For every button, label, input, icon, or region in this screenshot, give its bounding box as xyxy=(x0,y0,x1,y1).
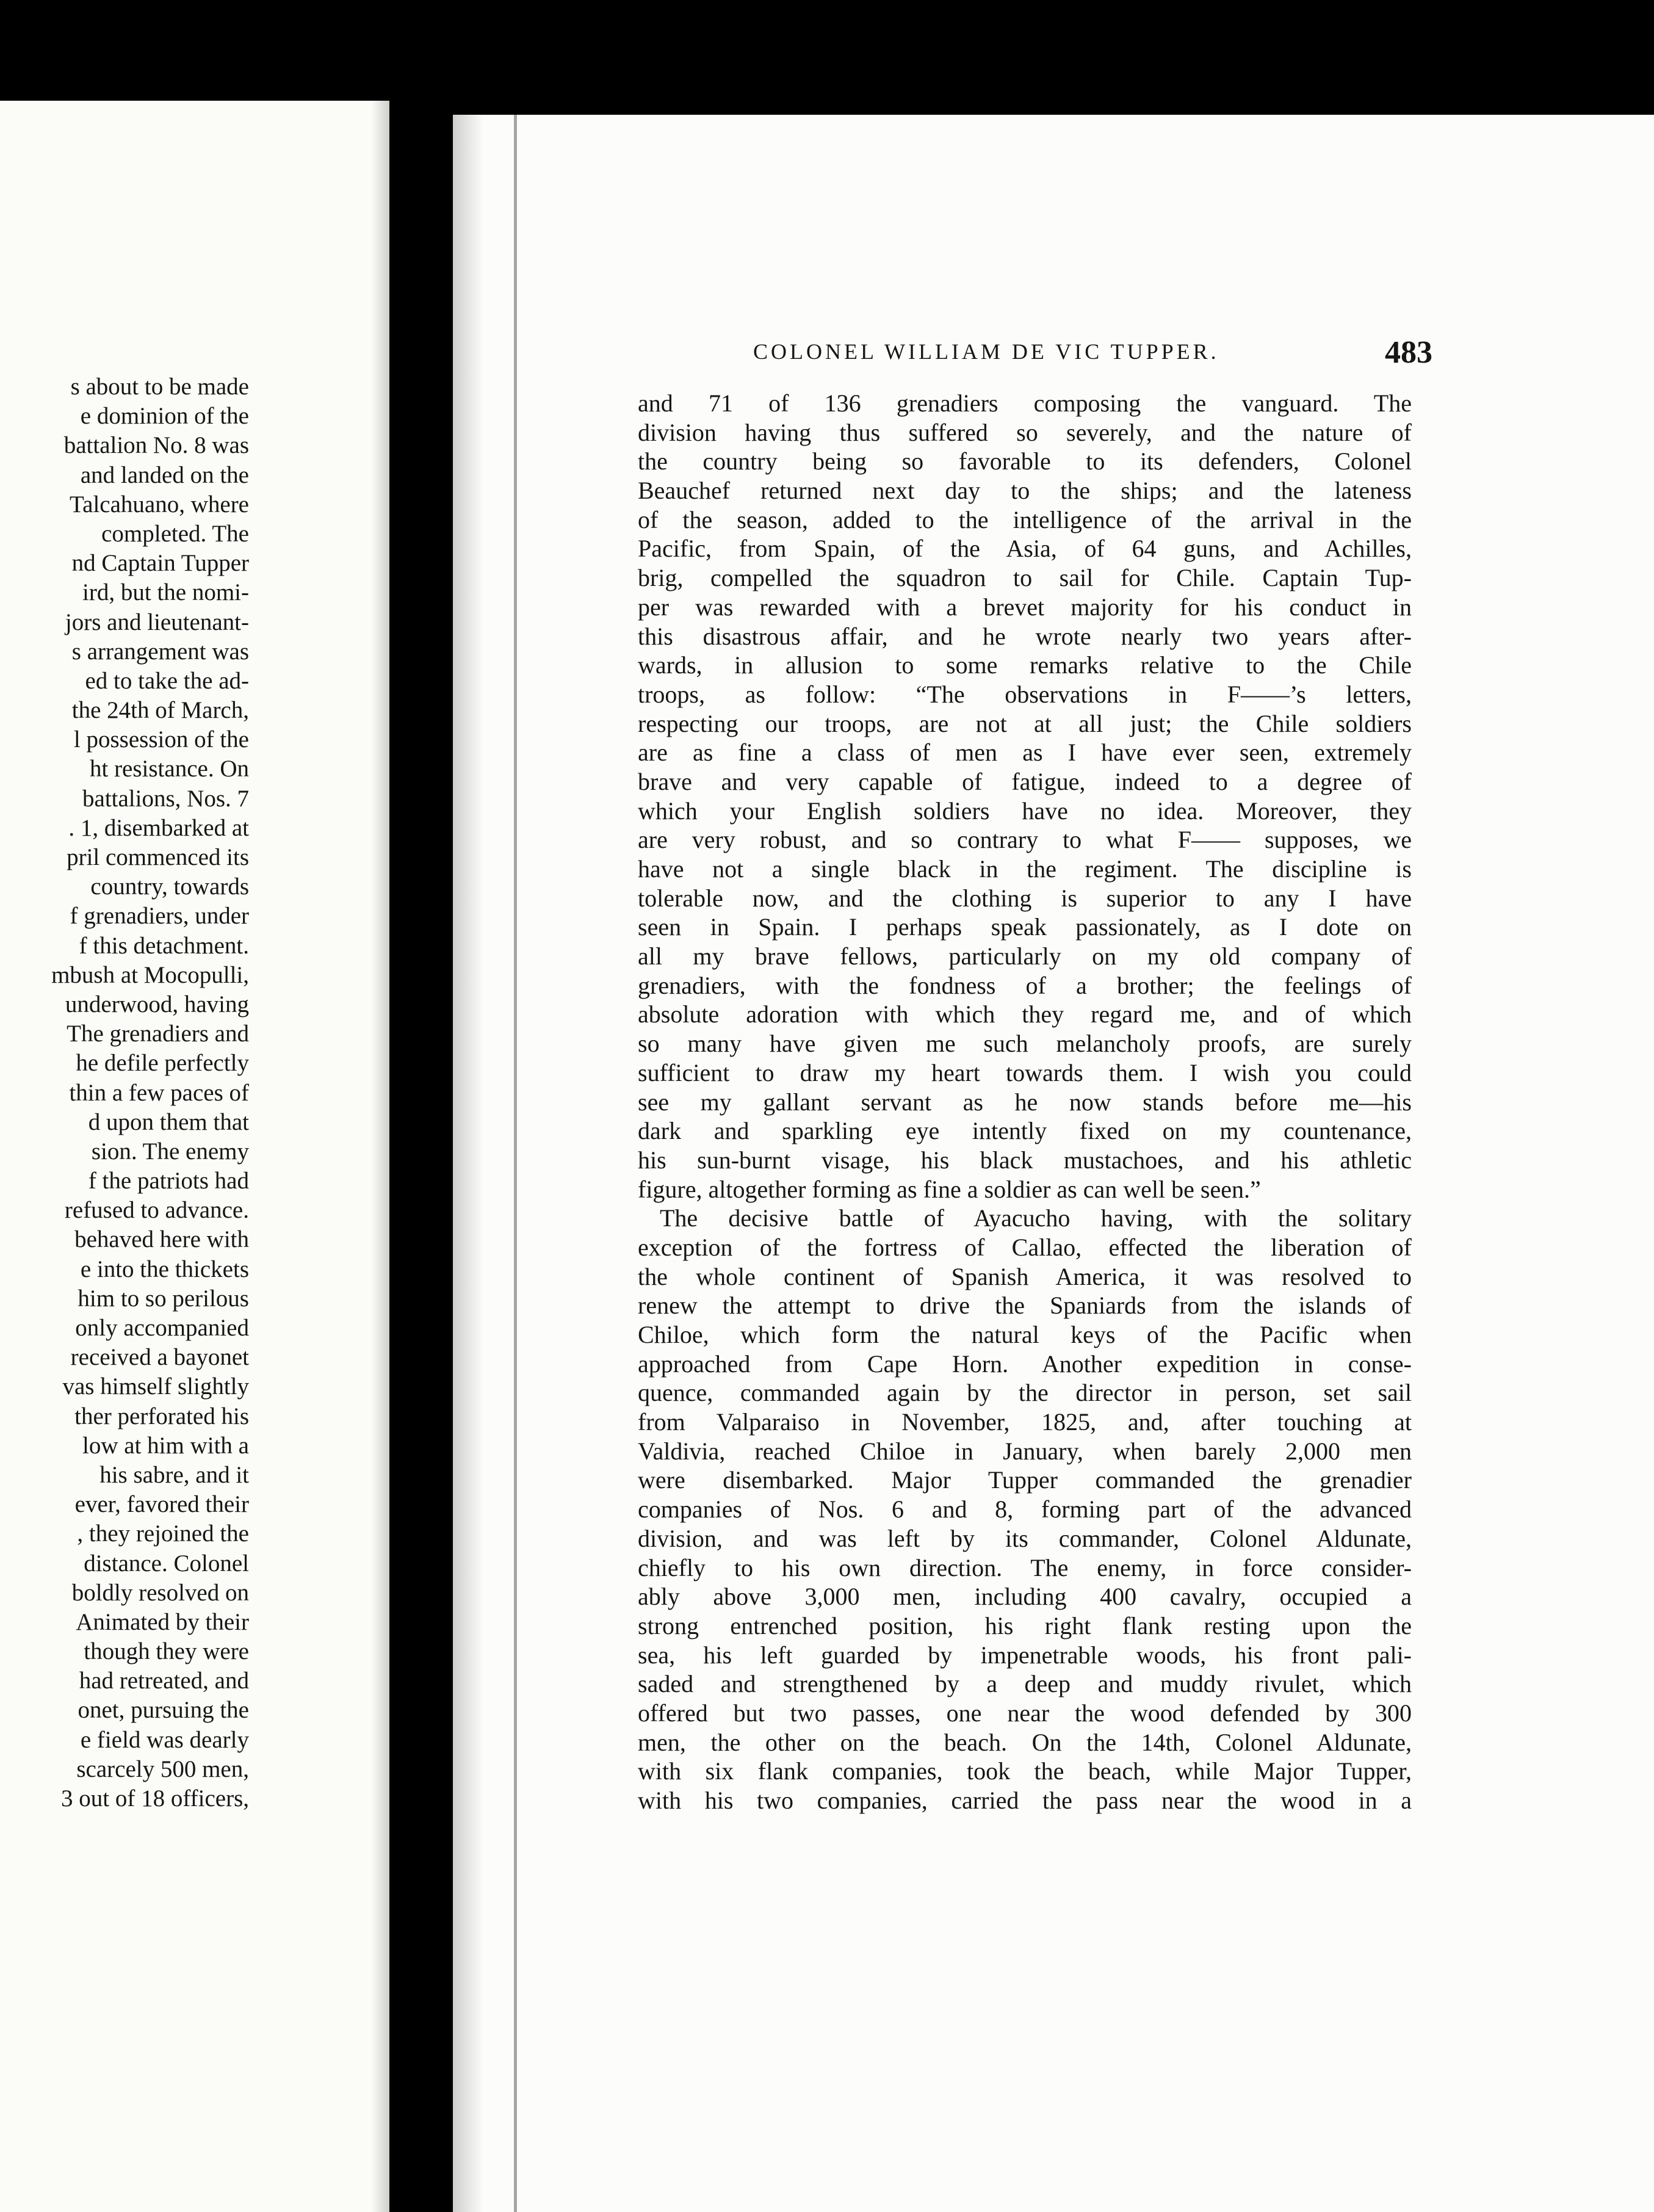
text-line: Chiloe, which form the natural keys of the Pacific when xyxy=(638,1321,1412,1348)
right-page-text-column xyxy=(638,389,1412,1815)
text-line: battalions, Nos. 7 xyxy=(82,785,249,812)
text-line: division, and was left by its commander, Colonel Aldunate, xyxy=(638,1524,1412,1552)
text-line: f grenadiers, under xyxy=(70,903,249,930)
text-line: from Valparaiso in November, 1825, and, after touching at xyxy=(638,1408,1412,1436)
text-line: l possession of the xyxy=(73,726,249,753)
text-line: see my gallant servant as he now stands before me—his xyxy=(638,1088,1412,1116)
text-line: offered but two passes, one near the wood defended by 300 xyxy=(638,1699,1412,1727)
text-line: him to so perilous xyxy=(78,1285,249,1312)
text-line: exception of the fortress of Callao, effected the liberation of xyxy=(638,1233,1412,1261)
text-line: ably above 3,000 men, including 400 cavalry, occupied a xyxy=(638,1583,1412,1611)
text-line: country, towards xyxy=(90,873,249,900)
text-line: d upon them that xyxy=(88,1108,249,1135)
text-line: pril commenced its xyxy=(67,844,249,870)
text-line: chiefly to his own direction. The enemy, in force consider- xyxy=(638,1553,1412,1581)
text-line: mbush at Mocopulli, xyxy=(51,961,249,988)
text-line: 3 out of 18 officers, xyxy=(61,1785,249,1812)
text-line: sea, his left guarded by impenetrable woods, his front pali- xyxy=(638,1641,1412,1669)
text-line: had retreated, and xyxy=(79,1668,249,1694)
text-line: dark and sparkling eye intently fixed on my countenance, xyxy=(638,1117,1412,1145)
text-line: s about to be made xyxy=(70,374,249,400)
text-line: Beauchef returned next day to the ships; and the lateness xyxy=(638,477,1412,505)
text-line: f this detachment. xyxy=(79,932,249,959)
text-line: nd Captain Tupper xyxy=(71,550,249,577)
text-line: are very robust, and so contrary to what F—— supposes, we xyxy=(638,826,1412,854)
text-line: ird, but the nomi- xyxy=(82,579,249,606)
text-line: completed. The xyxy=(101,520,249,547)
text-line: with six flank companies, took the beach, while Major Tupper, xyxy=(638,1757,1412,1785)
text-line: brave and very capable of fatigue, indeed to a degree of xyxy=(638,767,1412,795)
text-line: s arrangement was xyxy=(71,638,249,665)
running-head: COLONEL WILLIAM DE VIC TUPPER. xyxy=(753,339,1219,364)
text-line: grenadiers, with the fondness of a brother; the feelings of xyxy=(638,971,1412,999)
text-line: all my brave fellows, particularly on my old company of xyxy=(638,942,1412,970)
text-line: approached from Cape Horn. Another expedition in conse- xyxy=(638,1350,1412,1378)
text-line: ther perforated his xyxy=(74,1403,249,1429)
text-line: e into the thickets xyxy=(80,1256,249,1282)
text-line: onet, pursuing the xyxy=(78,1697,249,1724)
text-line: refused to advance. xyxy=(64,1197,249,1224)
text-line: and 71 of 136 grenadiers composing the vanguard. The xyxy=(638,389,1412,417)
text-line: his sabre, and it xyxy=(99,1461,249,1488)
text-line: absolute adoration with which they regard me, and of which xyxy=(638,1000,1412,1028)
left-page xyxy=(0,101,389,2212)
text-line: the whole continent of Spanish America, it was resolved to xyxy=(638,1262,1412,1290)
text-line: behaved here with xyxy=(74,1226,249,1253)
text-line: boldly resolved on xyxy=(71,1579,249,1606)
text-line: only accompanied xyxy=(75,1315,249,1341)
text-line: battalion No. 8 was xyxy=(63,432,249,459)
text-line: and landed on the xyxy=(80,461,249,488)
text-line: e field was dearly xyxy=(80,1726,249,1753)
text-line: , they rejoined the xyxy=(77,1520,249,1547)
text-line: men, the other on the beach. On the 14th, Colonel Aldunate, xyxy=(638,1728,1412,1756)
text-line: vas himself slightly xyxy=(62,1373,249,1400)
text-line: which your English soldiers have no idea. Moreover, they xyxy=(638,797,1412,825)
text-line: scarcely 500 men, xyxy=(76,1755,249,1782)
text-line: received a bayonet xyxy=(70,1344,249,1371)
gutter-rule xyxy=(514,115,517,2212)
left-page-gutter-shadow xyxy=(371,101,389,2212)
right-page-gutter-shadow xyxy=(453,115,483,2212)
text-line: f the patriots had xyxy=(88,1168,249,1195)
text-line: are as fine a class of men as I have ever seen, extremely xyxy=(638,739,1412,767)
text-line: companies of Nos. 6 and 8, forming part of the advanced xyxy=(638,1495,1412,1523)
text-line: troops, as follow: “The observations in F——’s letters, xyxy=(638,680,1412,708)
text-line: renew the attempt to drive the Spaniards from the islands of xyxy=(638,1292,1412,1320)
left-page-text-column xyxy=(0,372,249,1813)
text-line: were disembarked. Major Tupper commanded the grenadier xyxy=(638,1466,1412,1494)
text-line: so many have given me such melancholy proofs, are surely xyxy=(638,1030,1412,1058)
text-line: this disastrous affair, and he wrote nearly two years after- xyxy=(638,622,1412,650)
right-page xyxy=(453,115,1654,2212)
text-line: sufficient to draw my heart towards them. I wish you could xyxy=(638,1058,1412,1086)
text-line: Pacific, from Spain, of the Asia, of 64 guns, and Achilles, xyxy=(638,535,1412,563)
text-line: underwood, having xyxy=(65,991,249,1017)
text-line: distance. Colonel xyxy=(84,1550,249,1577)
text-line: The grenadiers and xyxy=(67,1021,249,1047)
text-line: the 24th of March, xyxy=(71,697,249,724)
text-line: Animated by their xyxy=(76,1608,249,1635)
text-line: ed to take the ad- xyxy=(85,667,249,694)
text-line: have not a single black in the regiment. The discipline is xyxy=(638,855,1412,883)
text-line: though they were xyxy=(84,1638,249,1665)
text-line: saded and strengthened by a deep and muddy rivulet, which xyxy=(638,1670,1412,1698)
text-line: ever, favored their xyxy=(74,1491,249,1518)
text-line: strong entrenched position, his right flank resting upon the xyxy=(638,1611,1412,1639)
text-line: low at him with a xyxy=(82,1432,249,1459)
text-line: tolerable now, and the clothing is superior to any I have xyxy=(638,884,1412,912)
text-line: ht resistance. On xyxy=(89,756,249,783)
text-line: brig, compelled the squadron to sail for Chile. Captain Tup- xyxy=(638,564,1412,592)
text-line: e dominion of the xyxy=(80,403,249,430)
text-line: jors and lieutenant- xyxy=(65,609,249,635)
text-line: figure, altogether forming as fine a soldier as can well be seen.” xyxy=(638,1175,1261,1203)
text-line: his sun-burnt visage, his black mustachoes, and his athletic xyxy=(638,1146,1412,1174)
text-line: wards, in allusion to some remarks relative to the Chile xyxy=(638,651,1412,679)
text-line: Valdivia, reached Chiloe in January, when barely 2,000 men xyxy=(638,1437,1412,1465)
text-line: . 1, disembarked at xyxy=(68,814,249,841)
text-line: with his two companies, carried the pass near the wood in a xyxy=(638,1787,1412,1814)
text-line: quence, commanded again by the director in person, set sail xyxy=(638,1379,1412,1407)
text-line: per was rewarded with a brevet majority for his conduct in xyxy=(638,593,1412,621)
text-line: The decisive battle of Ayacucho having, with the solitary xyxy=(660,1204,1412,1232)
text-line: thin a few paces of xyxy=(69,1079,249,1106)
text-line: seen in Spain. I perhaps speak passionately, as I dote on xyxy=(638,913,1412,941)
page-number: 483 xyxy=(1385,335,1432,370)
text-line: respecting our troops, are not at all just; the Chile soldiers xyxy=(638,709,1412,737)
text-line: of the season, added to the intelligence of the arrival in the xyxy=(638,505,1412,533)
text-line: division having thus suffered so severely, and the nature of xyxy=(638,418,1412,446)
text-line: Talcahuano, where xyxy=(70,491,249,518)
text-line: he defile perfectly xyxy=(76,1050,249,1077)
text-line: the country being so favorable to its defenders, Colonel xyxy=(638,447,1412,475)
text-line: sion. The enemy xyxy=(91,1138,249,1165)
